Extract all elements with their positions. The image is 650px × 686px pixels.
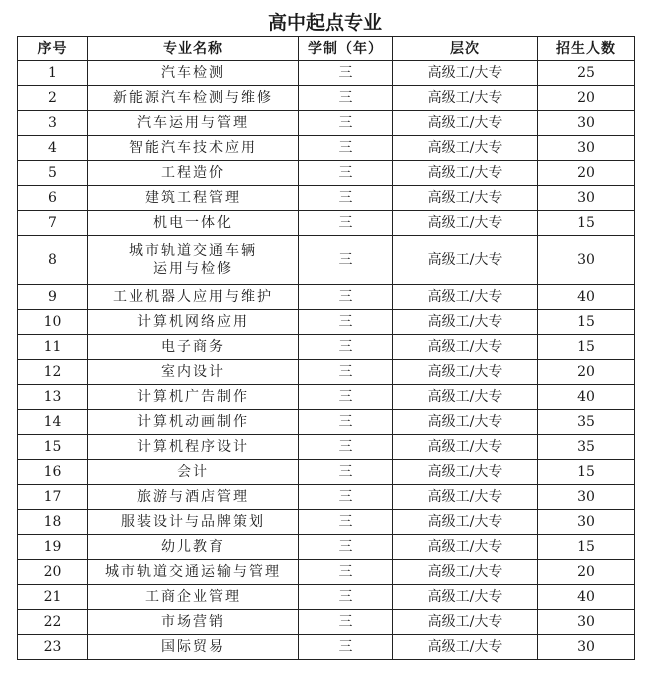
major-name-line: 城市轨道交通运输与管理 [105, 564, 281, 580]
cell-serial: 8 [18, 236, 88, 285]
cell-serial: 2 [18, 86, 88, 111]
cell-level: 高级工/大专 [393, 211, 538, 236]
table-row [18, 236, 635, 285]
cell-level: 高级工/大专 [393, 360, 538, 385]
cell-duration: 三 [299, 485, 393, 510]
header-level: 层次 [393, 37, 538, 61]
cell-serial: 10 [18, 310, 88, 335]
table-row [18, 111, 635, 136]
cell-serial: 20 [18, 560, 88, 585]
cell-enrollment: 15 [538, 211, 635, 236]
cell-serial: 3 [18, 111, 88, 136]
cell-level: 高级工/大专 [393, 435, 538, 460]
cell-enrollment: 30 [538, 136, 635, 161]
cell-duration: 三 [299, 585, 393, 610]
major-name-line: 电子商务 [161, 339, 225, 355]
cell-enrollment: 30 [538, 186, 635, 211]
cell-serial: 5 [18, 161, 88, 186]
cell-enrollment: 35 [538, 435, 635, 460]
cell-enrollment: 20 [538, 360, 635, 385]
table-row [18, 535, 635, 560]
cell-enrollment: 40 [538, 285, 635, 310]
cell-duration: 三 [299, 61, 393, 86]
cell-enrollment: 35 [538, 410, 635, 435]
cell-duration: 三 [299, 136, 393, 161]
cell-major-name [88, 560, 299, 585]
cell-enrollment: 15 [538, 460, 635, 485]
cell-major-name [88, 136, 299, 161]
table-row [18, 635, 635, 660]
cell-major-name [88, 211, 299, 236]
table-row [18, 460, 635, 485]
cell-level: 高级工/大专 [393, 560, 538, 585]
page-title: 高中起点专业 [267, 12, 382, 34]
cell-major-name [88, 410, 299, 435]
cell-level: 高级工/大专 [393, 510, 538, 535]
cell-level: 高级工/大专 [393, 285, 538, 310]
cell-level: 高级工/大专 [393, 310, 538, 335]
cell-enrollment: 20 [538, 86, 635, 111]
major-name-line: 计算机程序设计 [137, 439, 249, 455]
table-row [18, 86, 635, 111]
table-row [18, 560, 635, 585]
cell-duration: 三 [299, 435, 393, 460]
major-name-line: 新能源汽车检测与维修 [113, 90, 273, 106]
cell-serial: 17 [18, 485, 88, 510]
cell-major-name [88, 635, 299, 660]
table-row [18, 410, 635, 435]
cell-major-name [88, 310, 299, 335]
cell-duration: 三 [299, 635, 393, 660]
cell-level: 高级工/大专 [393, 335, 538, 360]
cell-duration: 三 [299, 86, 393, 111]
major-name-line: 城市轨道交通车辆 [129, 243, 257, 259]
major-name-line: 旅游与酒店管理 [137, 489, 249, 505]
cell-enrollment: 15 [538, 310, 635, 335]
cell-duration: 三 [299, 385, 393, 410]
table-row [18, 186, 635, 211]
table-row [18, 335, 635, 360]
cell-major-name [88, 236, 299, 285]
cell-enrollment: 30 [538, 236, 635, 285]
cell-serial: 22 [18, 610, 88, 635]
cell-enrollment: 15 [538, 335, 635, 360]
major-name-line: 汽车运用与管理 [137, 115, 249, 131]
cell-duration: 三 [299, 186, 393, 211]
major-name-line: 智能汽车技术应用 [129, 140, 257, 156]
table-row [18, 211, 635, 236]
cell-serial: 21 [18, 585, 88, 610]
header-duration: 学制（年） [299, 37, 393, 61]
cell-level: 高级工/大专 [393, 385, 538, 410]
cell-enrollment: 40 [538, 585, 635, 610]
cell-enrollment: 30 [538, 510, 635, 535]
major-name-line: 工商企业管理 [145, 589, 241, 605]
cell-duration: 三 [299, 285, 393, 310]
cell-serial: 13 [18, 385, 88, 410]
cell-level: 高级工/大专 [393, 485, 538, 510]
cell-major-name [88, 111, 299, 136]
cell-major-name [88, 460, 299, 485]
table-row [18, 360, 635, 385]
cell-enrollment: 30 [538, 111, 635, 136]
cell-serial: 7 [18, 211, 88, 236]
cell-level: 高级工/大专 [393, 410, 538, 435]
table-row [18, 610, 635, 635]
cell-serial: 9 [18, 285, 88, 310]
cell-level: 高级工/大专 [393, 236, 538, 285]
cell-major-name [88, 186, 299, 211]
cell-level: 高级工/大专 [393, 186, 538, 211]
cell-enrollment: 30 [538, 485, 635, 510]
cell-serial: 15 [18, 435, 88, 460]
major-name-line: 计算机广告制作 [137, 389, 249, 405]
major-name-line: 建筑工程管理 [145, 190, 241, 206]
major-name-line: 室内设计 [161, 364, 225, 380]
cell-major-name [88, 510, 299, 535]
major-name-line: 工程造价 [161, 165, 225, 181]
cell-serial: 19 [18, 535, 88, 560]
major-name-line: 会计 [177, 464, 209, 480]
cell-level: 高级工/大专 [393, 460, 538, 485]
header-serial: 序号 [18, 37, 88, 61]
major-name-line: 服装设计与品牌策划 [121, 514, 265, 530]
cell-duration: 三 [299, 410, 393, 435]
cell-major-name [88, 585, 299, 610]
major-name-line: 机电一体化 [153, 215, 233, 231]
cell-enrollment: 30 [538, 635, 635, 660]
cell-level: 高级工/大专 [393, 61, 538, 86]
cell-enrollment: 20 [538, 161, 635, 186]
cell-level: 高级工/大专 [393, 161, 538, 186]
table-row [18, 310, 635, 335]
table-header-row [18, 37, 635, 61]
cell-serial: 4 [18, 136, 88, 161]
cell-serial: 6 [18, 186, 88, 211]
cell-enrollment: 40 [538, 385, 635, 410]
table-row [18, 435, 635, 460]
major-name-line: 工业机器人应用与维护 [113, 289, 273, 305]
major-name-line: 运用与检修 [153, 261, 233, 277]
cell-duration: 三 [299, 535, 393, 560]
cell-serial: 23 [18, 635, 88, 660]
table-row [18, 510, 635, 535]
cell-major-name [88, 435, 299, 460]
cell-level: 高级工/大专 [393, 111, 538, 136]
cell-major-name [88, 61, 299, 86]
cell-serial: 16 [18, 460, 88, 485]
cell-serial: 1 [18, 61, 88, 86]
cell-major-name [88, 86, 299, 111]
cell-duration: 三 [299, 236, 393, 285]
cell-major-name [88, 535, 299, 560]
cell-level: 高级工/大专 [393, 535, 538, 560]
table-row [18, 385, 635, 410]
cell-level: 高级工/大专 [393, 635, 538, 660]
cell-major-name [88, 610, 299, 635]
cell-serial: 11 [18, 335, 88, 360]
cell-major-name [88, 485, 299, 510]
cell-duration: 三 [299, 560, 393, 585]
cell-duration: 三 [299, 211, 393, 236]
major-name-line: 计算机网络应用 [137, 314, 249, 330]
header-major-name: 专业名称 [88, 37, 299, 61]
cell-level: 高级工/大专 [393, 86, 538, 111]
table-row [18, 585, 635, 610]
major-name-line: 市场营销 [161, 614, 225, 630]
cell-enrollment: 15 [538, 535, 635, 560]
table-row [18, 136, 635, 161]
cell-duration: 三 [299, 310, 393, 335]
cell-duration: 三 [299, 111, 393, 136]
table-row [18, 161, 635, 186]
cell-serial: 18 [18, 510, 88, 535]
cell-major-name [88, 360, 299, 385]
cell-duration: 三 [299, 335, 393, 360]
cell-level: 高级工/大专 [393, 585, 538, 610]
cell-enrollment: 25 [538, 61, 635, 86]
table-row [18, 285, 635, 310]
cell-major-name [88, 385, 299, 410]
cell-duration: 三 [299, 510, 393, 535]
major-name-line: 国际贸易 [161, 639, 225, 655]
major-name-line: 幼儿教育 [161, 539, 225, 555]
cell-serial: 14 [18, 410, 88, 435]
cell-duration: 三 [299, 610, 393, 635]
cell-duration: 三 [299, 360, 393, 385]
major-name-line: 计算机动画制作 [137, 414, 249, 430]
table-row [18, 61, 635, 86]
cell-duration: 三 [299, 161, 393, 186]
cell-major-name [88, 335, 299, 360]
cell-major-name [88, 285, 299, 310]
majors-table [17, 36, 635, 660]
major-name-line: 汽车检测 [161, 65, 225, 81]
cell-duration: 三 [299, 460, 393, 485]
cell-level: 高级工/大专 [393, 136, 538, 161]
cell-level: 高级工/大专 [393, 610, 538, 635]
header-enrollment: 招生人数 [538, 37, 635, 61]
cell-enrollment: 30 [538, 610, 635, 635]
cell-serial: 12 [18, 360, 88, 385]
table-row [18, 485, 635, 510]
cell-major-name [88, 161, 299, 186]
cell-enrollment: 20 [538, 560, 635, 585]
